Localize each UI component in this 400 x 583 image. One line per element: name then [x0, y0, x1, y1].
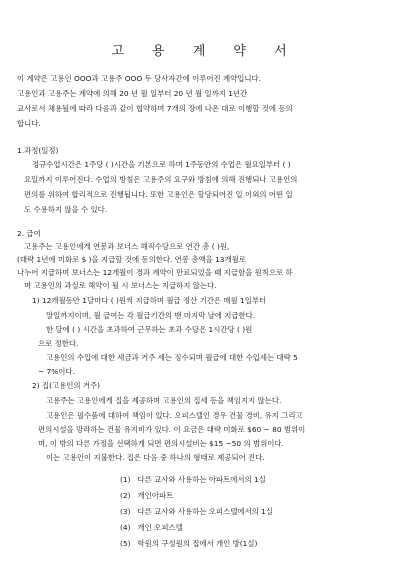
- housing-item-line: 편의시설을 망라하는 건물 유지비가 있다. 이 요금은 대략 미화로 $60 ~ 80 범위이: [38, 425, 306, 434]
- housing-option-text: 다른 교사와 사용하는 오피스텔에서의 1실: [137, 507, 274, 516]
- section2-line: 고용주는 고용인에게 연봉과 보너스 해직수당으로 연간 총 ( )원,: [24, 242, 230, 251]
- intro-line: 이 계약은 고용인 OOO과 고용주 OOO 두 당사자간에 이루어진 계약입니다.: [17, 74, 262, 83]
- housing-item-line: 고용인은 필수품에 대하여 책임이 있다. 오피스텔인 경우 건물 경비, 유지 그리고: [46, 411, 303, 420]
- housing-option: [120, 523, 183, 533]
- housing-item-line: 이는 고용인이 지불한다. 집은 다음 중 하나의 형태로 제공되어 진다.: [46, 453, 265, 462]
- housing-item-line: 2) 집(고용인의 거주): [32, 381, 101, 390]
- housing-option: [120, 491, 173, 501]
- section1-line: 정규수업시간은 1주당 ( )시간을 기본으로 하며 1주동안의 수업은 월요일부터 ( ): [32, 160, 291, 169]
- housing-item-line: 며, 이 밖의 다른 가정을 선택하게 되면 편의시설비는 $15 ~50 의 범위이다.: [38, 439, 284, 448]
- housing-option: [120, 507, 273, 517]
- housing-item-line: 고용주는 고용인에게 집을 제공하며 고용인의 집세 등을 책임지지 않는다.: [46, 396, 282, 405]
- housing-option-number: (3): [120, 507, 131, 516]
- housing-option-number: (2): [120, 491, 131, 500]
- section1-heading: 1.과정(일정): [17, 146, 59, 155]
- section2-line: 나누어 지급하며 보너스는 12개월이 경과 계약이 만료되었을 때 지급함을 원칙으로 하: [17, 268, 293, 277]
- salary-item-line: 말일까지이며, 월 급여는 각 월급기간의 맨 마지막 날에 지급한다.: [46, 311, 256, 320]
- salary-item-line: 1) 12개월동안 1달마다 ( )원씩 지급하며 월급 정산 기간은 매월 1일부터: [32, 296, 267, 305]
- section2-line: (대략 1년에 미화로 $ )을 지급할 것에 동의한다. 연봉 총액을 13개월로: [17, 255, 246, 264]
- salary-item-line: 고용인의 수입에 대한 세금과 거주 세는 징수되며 월급에 대한 수입세는 대략 5: [46, 353, 298, 362]
- housing-option-text: 개인 오피스텔: [137, 523, 183, 532]
- housing-option-text: 개인아파트: [137, 491, 174, 500]
- salary-item-line: 한 달에 ( ) 시간을 초과하여 근무하는 초과 수당은 1시간당 ( )원: [46, 325, 253, 334]
- housing-option-number: (5): [120, 539, 131, 548]
- section1-line: 도 수용하지 않을 수 있다.: [24, 205, 108, 214]
- housing-option-text: 학원의 구성원의 집에서 개인 방(1실): [137, 539, 258, 548]
- section1-line: 편의를 위하여 합리적으로 진행됩니다. 또한 고용인은 할당되어진 일 이외의 어떤 일: [24, 190, 293, 199]
- section2-heading: 2. 급여: [17, 229, 41, 238]
- housing-option-text: 다른 교사와 사용하는 아파트에서의 1실: [137, 475, 266, 484]
- document-title: 고 용 계 약 서: [111, 44, 299, 59]
- salary-item-line: 으로 정한다.: [38, 339, 79, 348]
- section1-line: 요일까지 이루어진다. 수업의 방침은 고용주의 요구와 방침에 의해 진행되나 고용인의: [24, 175, 298, 184]
- housing-option-number: (4): [120, 523, 131, 532]
- housing-option: [120, 539, 257, 549]
- intro-line: 고용인과 고용주는 계약에 의해 20 년 월 일부터 20 년 월 일까지 1년간: [17, 89, 248, 98]
- section2-line: 며 고용인의 과실로 해약이 될 시 보너스는 지급하지 않는다.: [24, 281, 217, 290]
- housing-option-number: (1): [120, 475, 131, 484]
- intro-line: 합니다.: [17, 119, 41, 128]
- intro-line: 교사로서 채용될에 따라 다음과 같이 협약하며 7개의 장에 나온 대로 이행할 것에 동의: [17, 104, 293, 113]
- salary-item-line: ~ 7%이다.: [38, 367, 75, 376]
- housing-option: [120, 475, 266, 485]
